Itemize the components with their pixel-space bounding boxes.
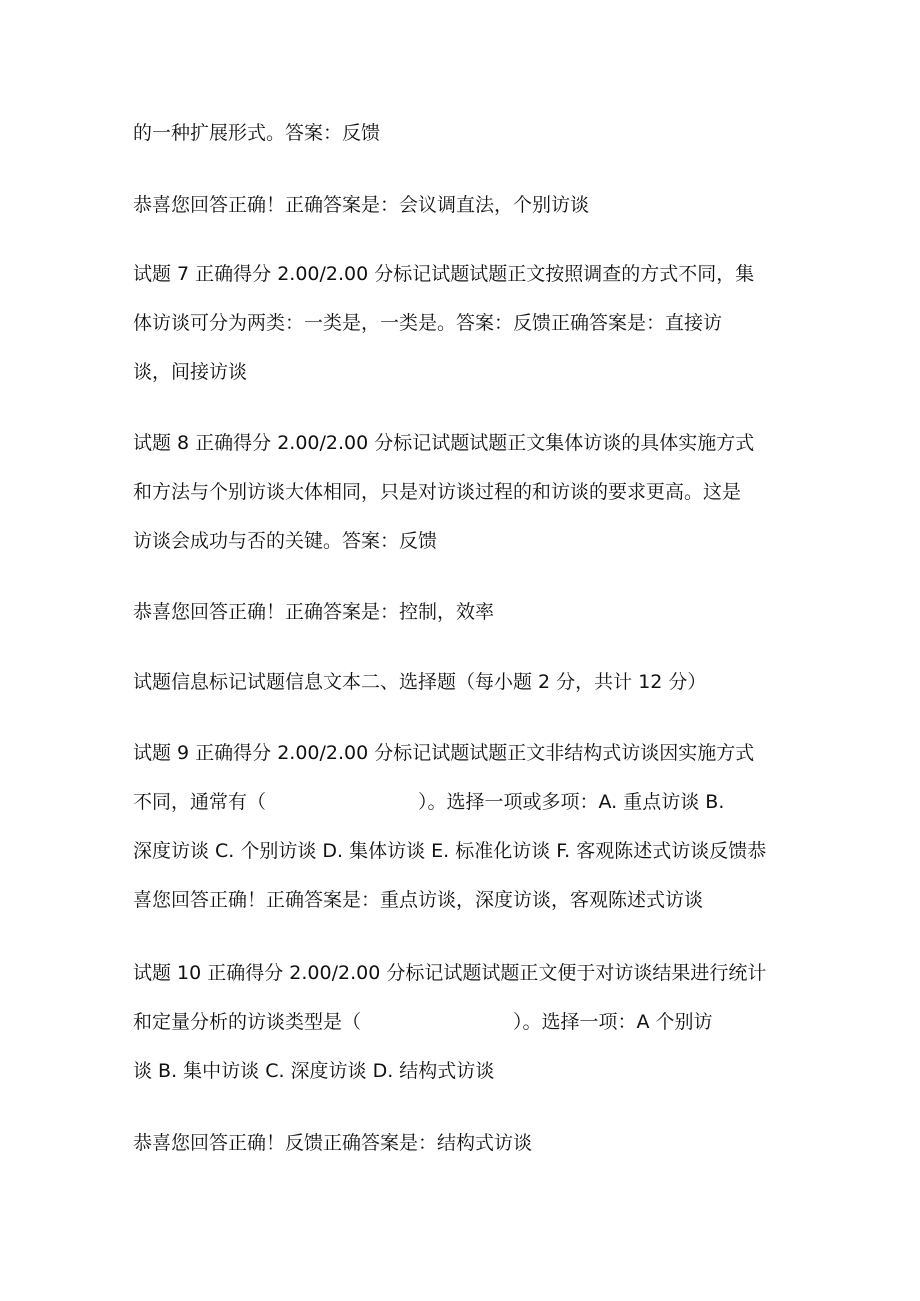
text-line: 深度访谈 C. 个别访谈 D. 集体访谈 E. 标准化访谈 F. 客观陈述式访谈反馈恭	[133, 840, 767, 862]
paragraph-answer-feedback	[133, 109, 798, 158]
paragraph-correct-answer-10	[133, 1119, 798, 1168]
text-line: 谈 B. 集中访谈 C. 深度访谈 D. 结构式访谈	[133, 1060, 495, 1082]
text-line: 喜您回答正确！正确答案是：重点访谈，深度访谈，客观陈述式访谈	[133, 889, 704, 911]
text-line: 恭喜您回答正确！正确答案是：控制，效率	[133, 601, 495, 623]
section-heading-choice	[133, 658, 798, 707]
text-line: 试题 10 正确得分 2.00/2.00 分标记试题试题正文便于对访谈结果进行统计	[133, 962, 767, 984]
text-line: 恭喜您回答正确！反馈正确答案是：结构式访谈	[133, 1132, 533, 1154]
text-line: 不同，通常有（ ）。选择一项或多项：A. 重点访谈 B.	[133, 791, 725, 813]
text-line: 谈，间接访谈	[133, 361, 248, 383]
text-line: 试题 8 正确得分 2.00/2.00 分标记试题试题正文集体访谈的具体实施方式	[133, 432, 755, 454]
text-line: 和定量分析的访谈类型是（ ）。选择一项：A 个别访	[133, 1011, 713, 1033]
text-line: 试题信息标记试题信息文本二、选择题（每小题 2 分，共计 12 分）	[133, 671, 707, 693]
question-10	[133, 949, 798, 1096]
text-line: 访谈会成功与否的关键。答案：反馈	[133, 530, 438, 552]
paragraph-correct-answer-8	[133, 588, 798, 637]
text-line: 的一种扩展形式。答案：反馈	[133, 122, 381, 144]
question-8	[133, 419, 798, 566]
text-line: 恭喜您回答正确！正确答案是：会议调直法，个别访谈	[133, 194, 590, 216]
text-line: 试题 9 正确得分 2.00/2.00 分标记试题试题正文非结构式访谈因实施方式	[133, 742, 755, 764]
text-line: 和方法与个别访谈大体相同，只是对访谈过程的和访谈的要求更高。这是	[133, 481, 742, 503]
paragraph-correct-answer-1	[133, 181, 798, 230]
text-line: 体访谈可分为两类：一类是，一类是。答案：反馈正确答案是：直接访	[133, 312, 723, 334]
question-7	[133, 250, 798, 397]
text-line: 试题 7 正确得分 2.00/2.00 分标记试题试题正文按照调查的方式不同，集	[133, 263, 755, 285]
question-9	[133, 729, 798, 925]
